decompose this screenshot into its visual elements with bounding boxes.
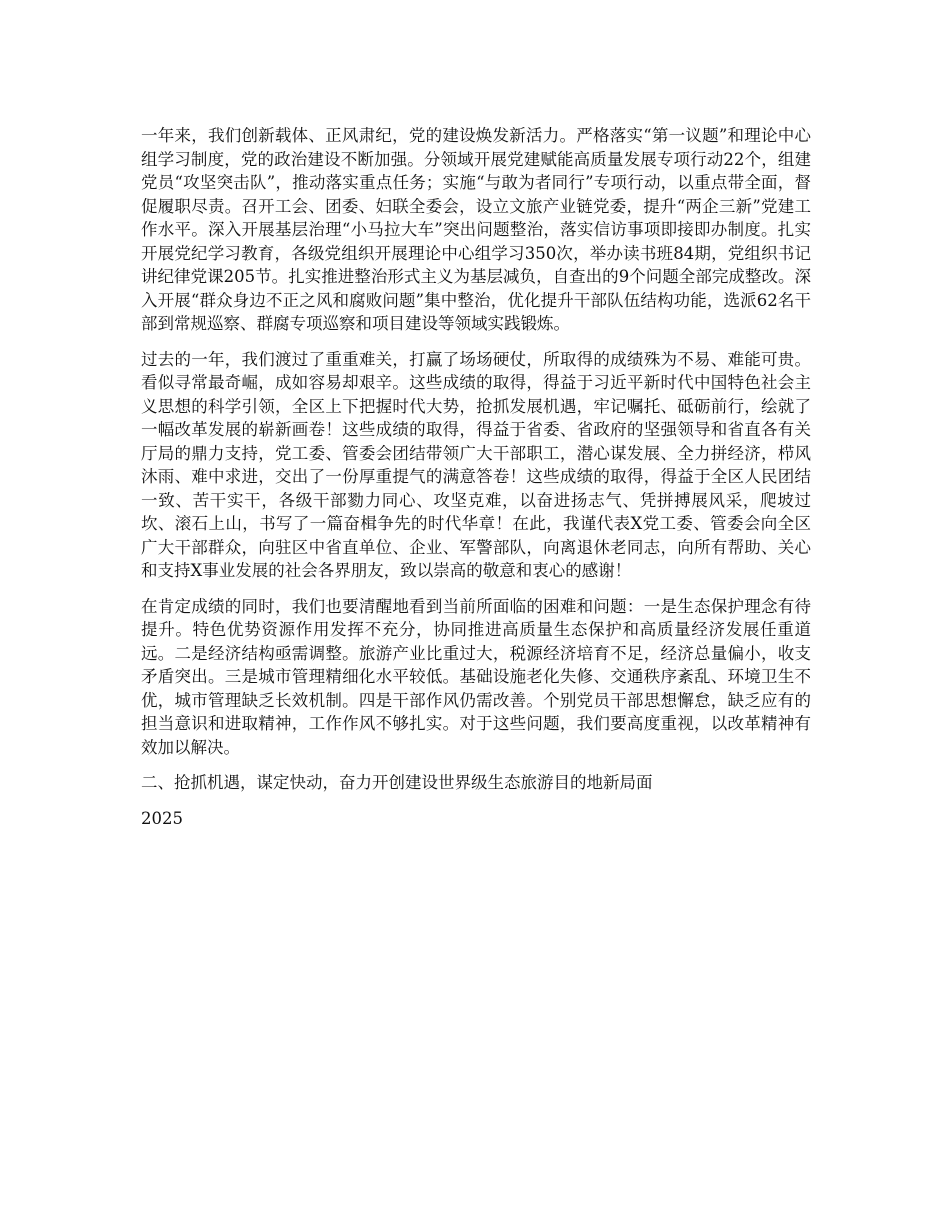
- paragraph-problems: 在肯定成绩的同时，我们也要清醒地看到当前所面临的困难和问题：一是生态保护理念有待提升。特色优势资源作用发挥不充分，协同推进高质量生态保护和高质量经济发展任重道远。二是经济结构亟需调整。旅游产业比重过大，税源经济培育不足，经济总量偏小，收支矛盾突出。三是城市管理精细化水平较低。基础设施老化失修、交通秩序紊乱、环境卫生不优，城市管理缺乏长效机制。四是干部作风仍需改善。个别党员干部思想懈怠，缺乏应有的担当意识和进取精神，工作作风不够扎实。对于这些问题，我们要高度重视，以改革精神有效加以解决。: [141, 596, 811, 757]
- document-body: [141, 124, 811, 830]
- paragraph-party-building: 一年来，我们创新载体、正风肃纪，党的建设焕发新活力。严格落实“第一议题”和理论中心组学习制度，党的政治建设不断加强。分领域开展党建赋能高质量发展专项行动22个，组建党员“攻坚突击队”，推动落实重点任务；实施“与敢为者同行”专项行动，以重点带全面，督促履职尽责。召开工会、团委、妇联全委会，设立文旅产业链党委，提升“两企三新”党建工作水平。深入开展基层治理“小马拉大车”突出问题整治，落实信访事项即接即办制度。扎实开展党纪学习教育，各级党组织开展理论中心组学习350次，举办读书班84期，党组织书记讲纪律党课205节。扎实推进整治形式主义为基层减负，自查出的9个问题全部完成整改。深入开展“群众身边不正之风和腐败问题”集中整治，优化提升干部队伍结构功能，选派62名干部到常规巡察、群腐专项巡察和项目建设等领域实践锻炼。: [141, 126, 811, 333]
- trailing-year-text: 2025: [141, 808, 183, 828]
- paragraph-achievements-thanks: 过去的一年，我们渡过了重重难关，打赢了场场硬仗，所取得的成绩殊为不易、难能可贵。看似寻常最奇崛，成如容易却艰辛。这些成绩的取得，得益于习近平新时代中国特色社会主义思想的科学引领，全区上下把握时代大势，抢抓发展机遇，牢记嘱托、砥砺前行，绘就了一幅改革发展的崭新画卷！这些成绩的取得，得益于省委、省政府的坚强领导和省直各有关厅局的鼎力支持，党工委、管委会团结带领广大干部职工，潜心谋发展、全力拼经济，栉风沐雨、难中求进，交出了一份厚重提气的满意答卷！这些成绩的取得，得益于全区人民团结一致、苦干实干，各级干部勠力同心、攻坚克难，以奋进扬志气、凭拼搏展风采，爬坡过坎、滚石上山，书写了一篇奋楫争先的时代华章！在此，我谨代表X党工委、管委会向全区广大干部群众，向驻区中省直单位、企业、军警部队，向离退休老同志，向所有帮助、关心和支持X事业发展的社会各界朋友，致以崇高的敬意和衷心的感谢！: [141, 349, 811, 580]
- section-heading: 二、抢抓机遇，谋定快动，奋力开创建设世界级生态旅游目的地新局面: [141, 773, 653, 792]
